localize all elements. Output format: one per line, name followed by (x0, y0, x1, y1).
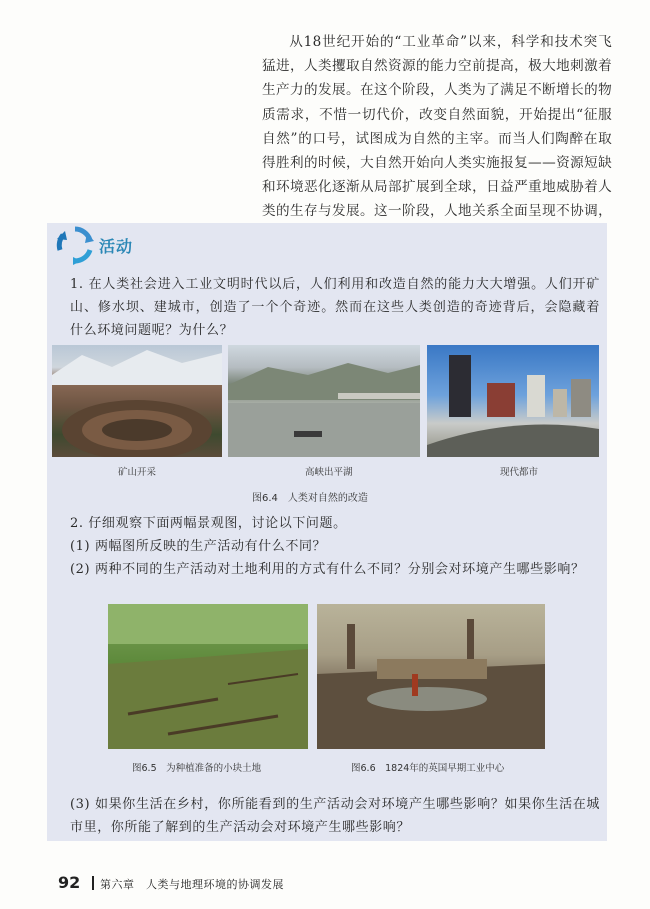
question-2 (70, 512, 600, 581)
footer-divider (92, 876, 94, 890)
chapter-title: 第六章 人类与地理环境的协调发展 (100, 878, 284, 891)
caption-mining: 矿山开采 (118, 467, 157, 478)
figure-6-6-title: 图6.6 1824年的英国早期工业中心 (351, 763, 505, 774)
photo-industrial (317, 604, 545, 749)
caption-city: 现代都市 (500, 467, 539, 478)
question-2-intro: 2. 仔细观察下面两幅景观图，讨论以下问题。 (70, 516, 347, 531)
activity-title: 活动 (99, 237, 134, 256)
question-2-part-1: (1) 两幅图所反映的生产活动有什么不同？ (70, 539, 327, 554)
intro-text (262, 30, 612, 248)
figure-6-4-title: 图6.4 人类对自然的改造 (252, 493, 368, 504)
page-number: 92 (58, 873, 81, 892)
photo-mining (52, 345, 222, 457)
photo-farmland (108, 604, 308, 749)
question-1: 1. 在人类社会进入工业文明时代以后，人们利用和改造自然的能力大大增强。人们开矿山、修水坝、建城市，创造了一个个奇迹。然而在这些人类创造的奇迹背后，会隐藏着什么环境问题呢？为什么？ (70, 277, 600, 338)
question-3: (3) 如果你生活在乡村，你所能看到的生产活动会对环境产生哪些影响？如果你生活在城市里，你所能了解到的生产活动会对环境产生哪些影响？ (70, 797, 600, 835)
figure-6-5-title: 图6.5 为种植准备的小块土地 (132, 763, 262, 774)
recycle-arrows-icon (55, 225, 95, 265)
intro-paragraph: 从18世纪开始的“工业革命”以来，科学和技术突飞猛进，人类攫取自然资源的能力空前提高，极大地刺激着生产力的发展。在这个阶段，人类为了满足不断增长的物质需求，不惜一切代价，改变自然面貌，开始提出“征服自然”的口号，试图成为自然的主宰。而当人们陶醉在取得胜利的时候，大自然开始向人类实施报复——资源短缺和环境恶化逐渐从局部扩展到全球，日益严重地威胁着人类的生存与发展。这一阶段，人地关系全面呈现不协调， (262, 34, 612, 220)
photo-city (427, 345, 599, 457)
photo-dam (228, 345, 420, 457)
activity-header (55, 223, 255, 273)
question-2-part-2: (2) 两种不同的生产活动对土地利用的方式有什么不同？分别会对环境产生哪些影响？ (70, 562, 585, 577)
caption-dam: 高峡出平湖 (305, 467, 353, 478)
